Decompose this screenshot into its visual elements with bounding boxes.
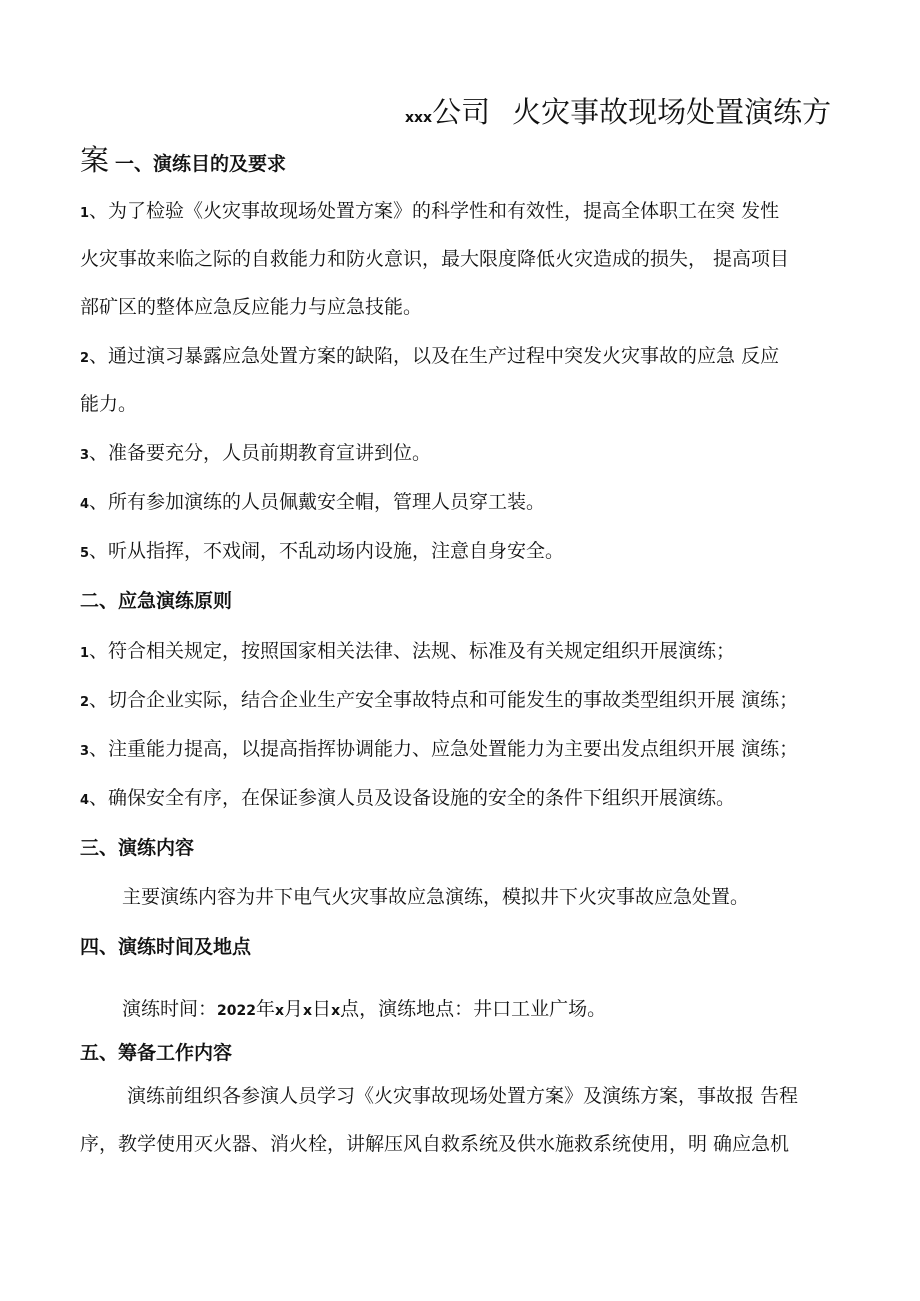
- section-5-heading: 五、筹备工作内容: [80, 1042, 233, 1064]
- s2-item-4: 4、确保安全有序，在保证参演人员及设备设施的安全的条件下组织开展演练。: [80, 787, 736, 809]
- s2-item-3: 3、注重能力提高，以提高指挥协调能力、应急处置能力为主要出发点组织开展 演练；: [80, 738, 799, 760]
- s4-time-place: 演练时间：2022年x月x日x点，演练地点：井口工业广场。: [122, 998, 607, 1020]
- section-1-heading: 一、演练目的及要求: [115, 153, 287, 175]
- s3-text: 主要演练内容为井下电气火灾事故应急演练，模拟井下火灾事故应急处置。: [122, 886, 750, 908]
- section-2-heading: 二、应急演练原则: [80, 590, 233, 612]
- s1-item-3: 3、准备要充分，人员前期教育宣讲到位。: [80, 442, 432, 464]
- s1-item-2-line-2: 能力。: [80, 393, 138, 415]
- s2-item-1: 1、符合相关规定，按照国家相关法律、法规、标准及有关规定组织开展演练；: [80, 640, 736, 662]
- document-title: [405, 92, 831, 138]
- s1-item-5: 5、听从指挥，不戏闹，不乱动场内设施，注意自身安全。: [80, 540, 565, 562]
- section-3-heading: 三、演练内容: [80, 837, 195, 859]
- s2-item-2: 2、切合企业实际，结合企业生产安全事故特点和可能发生的事故类型组织开展 演练；: [80, 689, 799, 711]
- title-company-suffix: 公司: [432, 95, 491, 129]
- s1-item-1-line-2: 火灾事故来临之际的自救能力和防火意识，最大限度降低火灾造成的损失， 提高项目: [80, 248, 790, 270]
- s1-item-1-line-1: 1、为了检验《火灾事故现场处置方案》的科学性和有效性，提高全体职工在突 发性: [80, 200, 780, 222]
- title-tail-line: [80, 142, 286, 182]
- title-tail: 案: [80, 143, 110, 177]
- s1-item-2-line-1: 2、通过演习暴露应急处置方案的缺陷，以及在生产过程中突发火灾事故的应急 反应: [80, 345, 780, 367]
- section-4-heading: 四、演练时间及地点: [80, 936, 252, 958]
- title-company-prefix: xxx: [405, 110, 433, 126]
- s5-line-2: 序，教学使用灭火器、消火栓，讲解压风自救系统及供水施救系统使用，明 确应急机: [80, 1133, 790, 1155]
- s5-line-1: 演练前组织各参演人员学习《火灾事故现场处置方案》及演练方案，事故报 告程: [127, 1085, 799, 1107]
- s1-item-4: 4、所有参加演练的人员佩戴安全帽，管理人员穿工装。: [80, 491, 546, 513]
- s1-item-1-line-3: 部矿区的整体应急反应能力与应急技能。: [80, 296, 423, 318]
- title-main: 火灾事故现场处置演练方: [512, 95, 832, 129]
